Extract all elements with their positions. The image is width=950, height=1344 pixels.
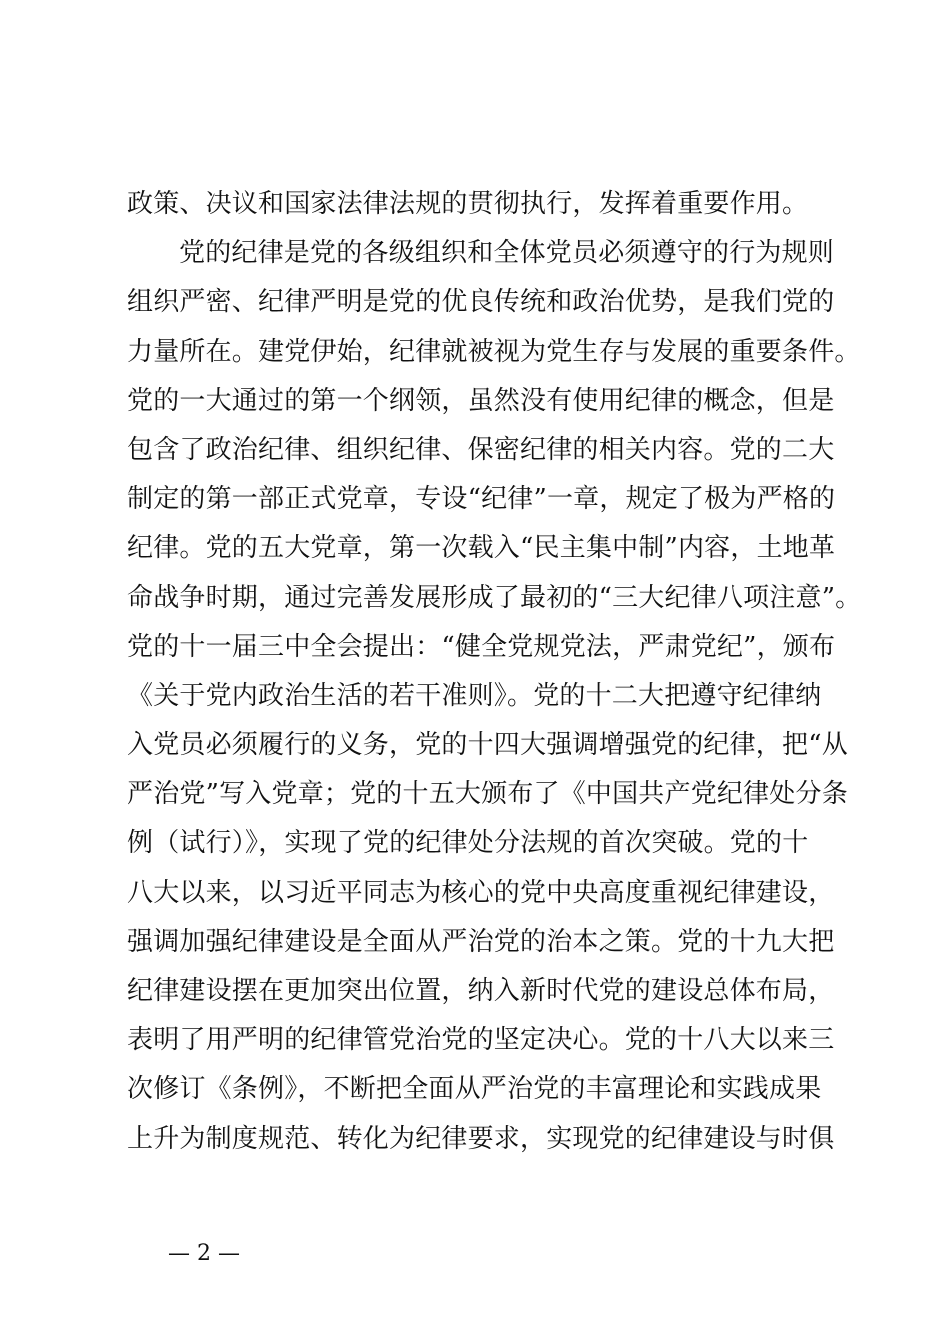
- text-line: 组织严密、纪律严明是党的优良传统和政治优势，是我们党的: [127, 287, 835, 318]
- text-line: 表明了用严明的纪律管党治党的坚定决心。党的十八大以来三: [127, 1025, 835, 1056]
- text-line: 纪律。党的五大党章，第一次载入“民主集中制”内容，土地革: [127, 533, 836, 564]
- text-line: 纪律建设摆在更加突出位置，纳入新时代党的建设总体布局，: [127, 976, 835, 1006]
- page-number: — 2 —: [168, 1241, 240, 1266]
- text-line: 力量所在。建党伊始，纪律就被视为党生存与发展的重要条件。: [127, 336, 861, 367]
- text-line: 次修订《条例》，不断把全面从严治党的丰富理论和实践成果: [127, 1074, 822, 1105]
- text-line: 入党员必须履行的义务，党的十四大强调增强党的纪律，把“从: [127, 730, 848, 761]
- text-line: 党的十一届三中全会提出：“健全党规党法，严肃党纪”，颁布: [127, 631, 836, 662]
- body-text: [127, 180, 862, 1164]
- text-line: 命战争时期，通过完善发展形成了最初的“三大纪律八项注意”。: [127, 582, 862, 613]
- text-line: 上升为制度规范、转化为纪律要求，实现党的纪律建设与时俱: [127, 1123, 835, 1154]
- text-line: 包含了政治纪律、组织纪律、保密纪律的相关内容。党的二大: [127, 434, 835, 465]
- text-line: 例（试行）》，实现了党的纪律处分法规的首次突破。党的十: [127, 828, 809, 859]
- text-line: 政策、决议和国家法律法规的贯彻执行，发挥着重要作用。: [127, 189, 809, 219]
- text-line: 强调加强纪律建设是全面从严治党的治本之策。党的十九大把: [127, 926, 835, 957]
- text-line: 八大以来，以习近平同志为核心的党中央高度重视纪律建设，: [127, 877, 835, 908]
- text-line: 《关于党内政治生活的若干准则》。党的十二大把遵守纪律纳: [127, 680, 822, 711]
- text-line: 制定的第一部正式党章，专设“纪律”一章，规定了极为严格的: [127, 484, 836, 515]
- paragraph-first-line: 党的纪律是党的各级组织和全体党员必须遵守的行为规则: [179, 238, 835, 269]
- text-line: 严治党”写入党章；党的十五大颁布了《中国共产党纪律处分条: [127, 779, 848, 810]
- text-line: 党的一大通过的第一个纲领，虽然没有使用纪律的概念，但是: [127, 385, 835, 416]
